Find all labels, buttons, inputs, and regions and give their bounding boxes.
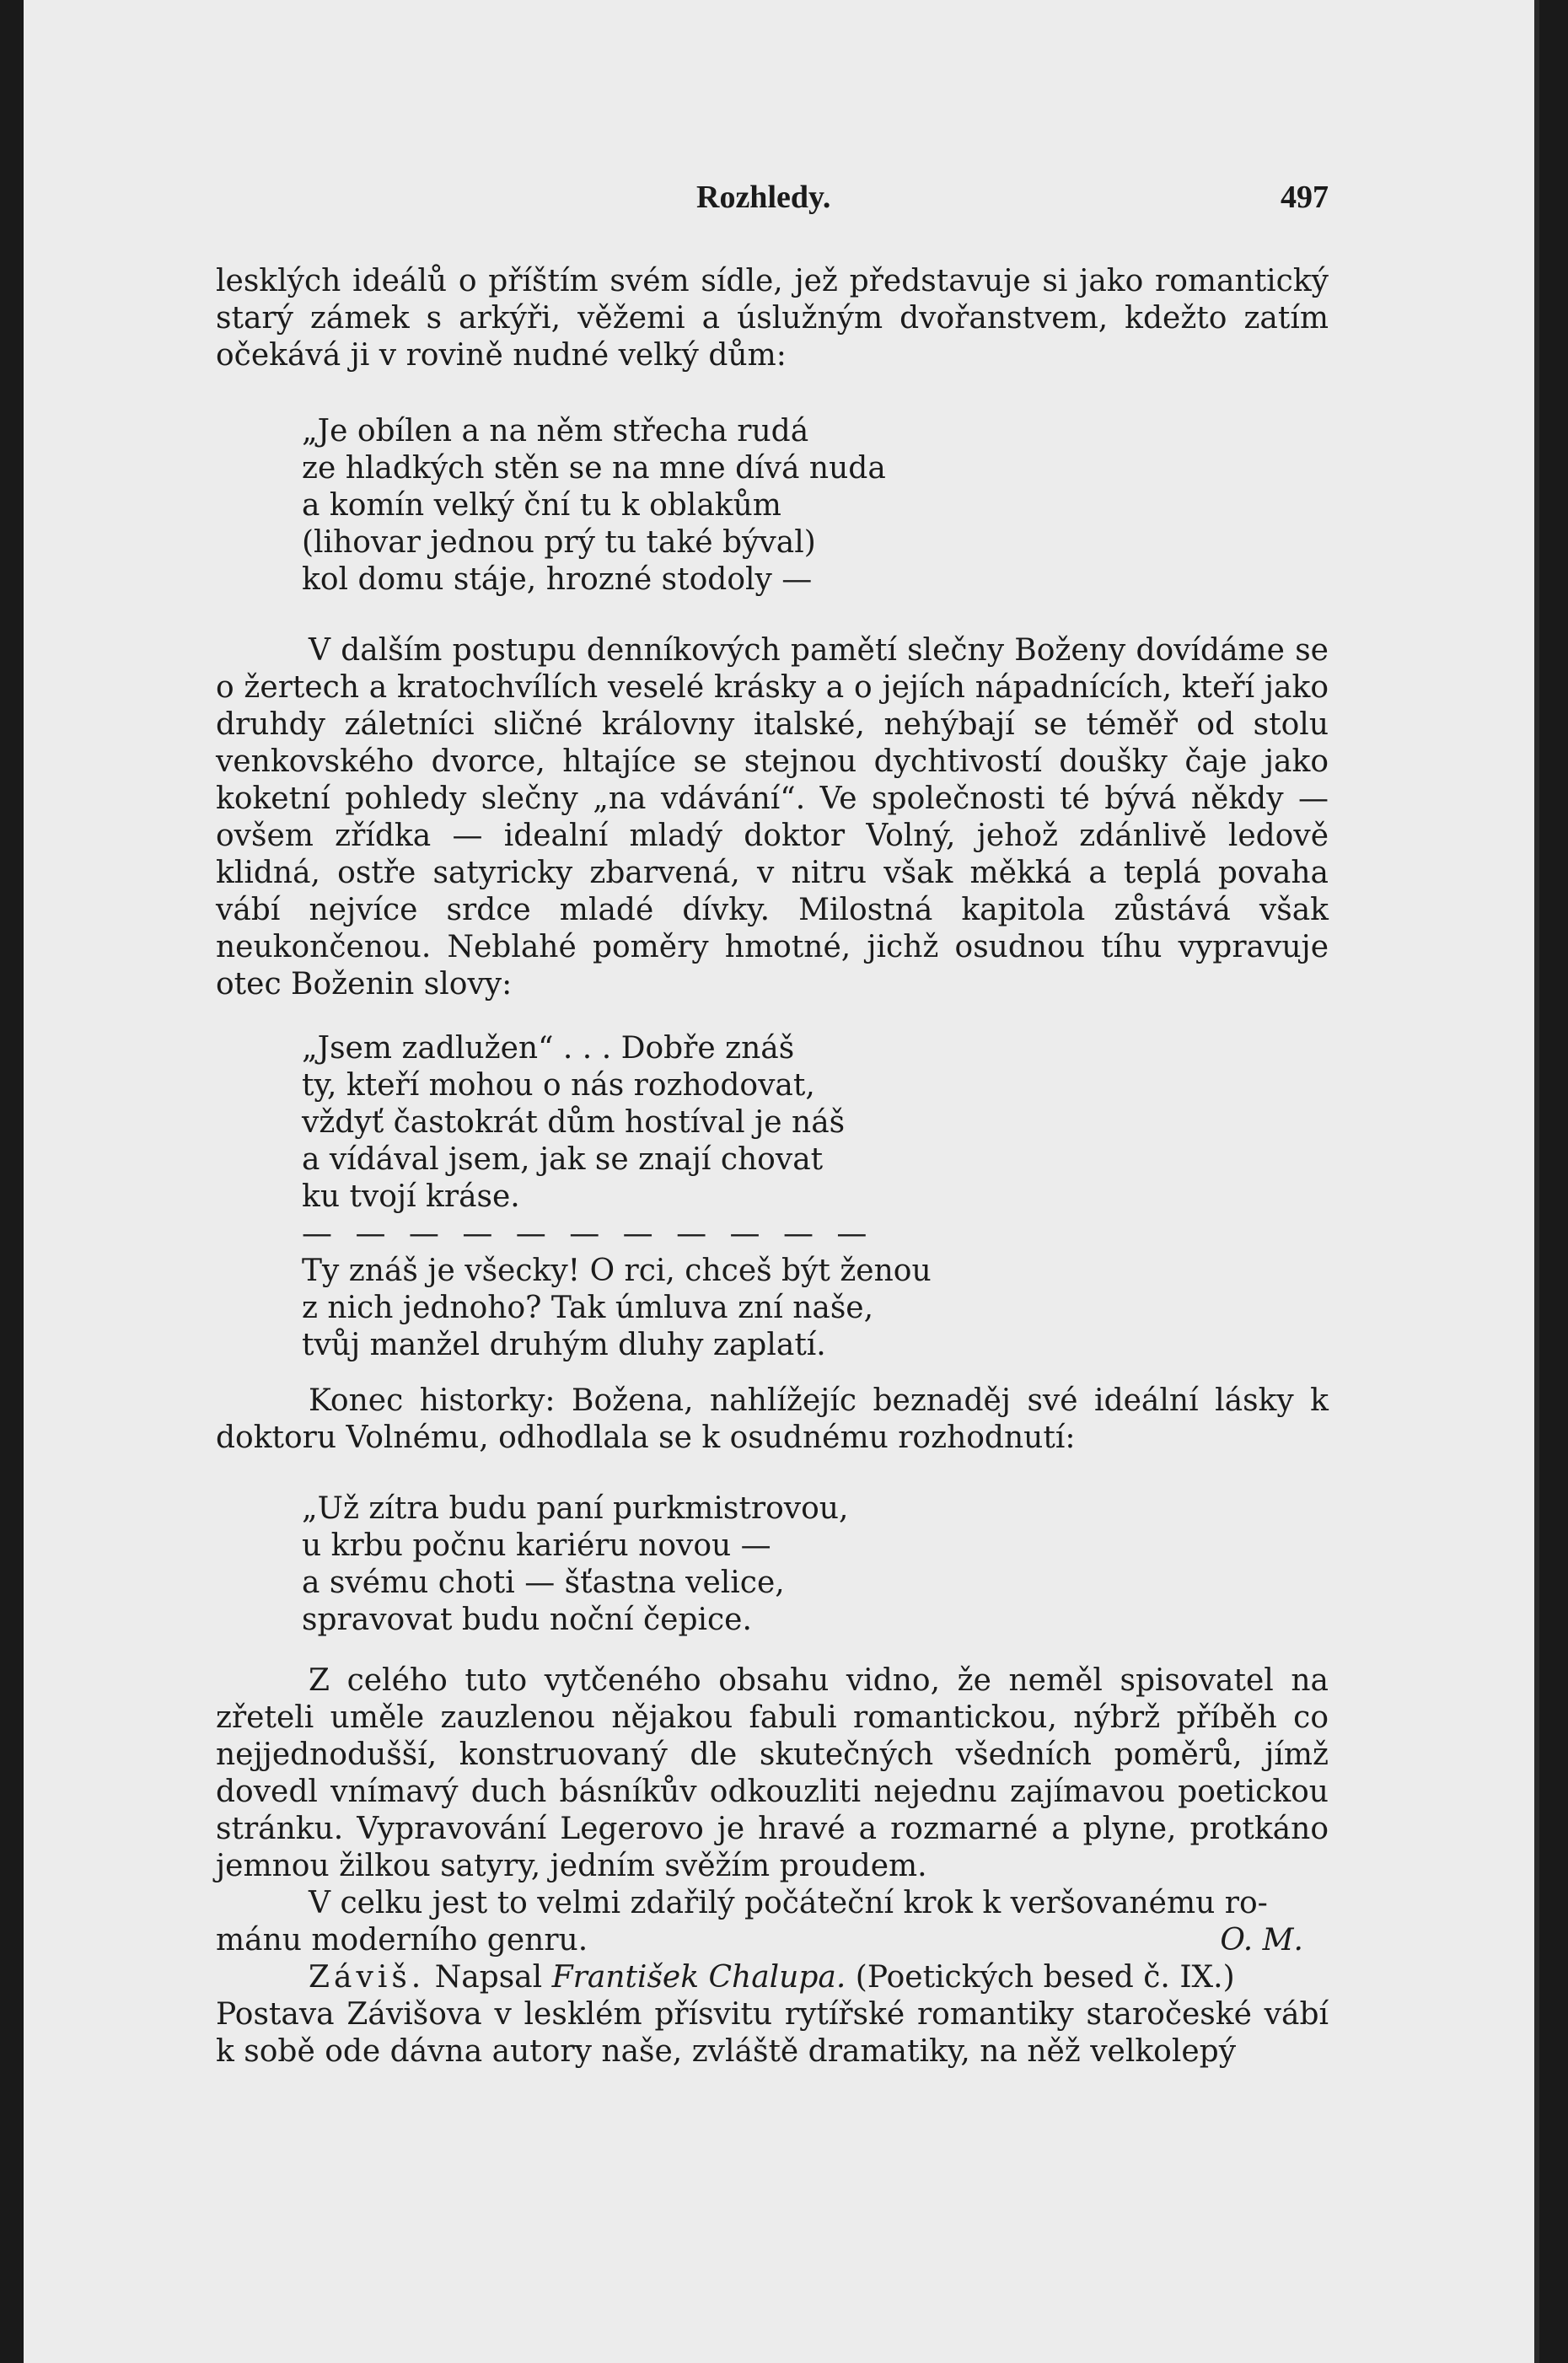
page-number: 497: [1281, 180, 1329, 215]
running-title: Rozhledy.: [696, 180, 831, 215]
verse-4: [302, 1490, 848, 1639]
paragraph-4: [216, 1662, 1329, 2070]
verse-line: tvůj manžel druhým dluhy zaplatí.: [302, 1328, 826, 1362]
review-author: František Chalupa.: [551, 1960, 846, 1995]
paragraph-1-text: lesklých ideálů o příštím svém sídle, jež představuje si jako romantický starý zámek s arkýři, věžemi a úslužným dvořanstvem, kdežto zatím očekává ji v rovině nudné velký dům:: [216, 264, 1329, 373]
verse-line: „Už zítra budu paní purkmistrovou,: [302, 1491, 849, 1526]
verse-line: a vídával jsem, jak se znají chovat: [302, 1142, 824, 1177]
verse-line: (lihovar jednou prý tu také býval): [302, 525, 816, 560]
paragraph-2: [216, 632, 1329, 1003]
verse-line: „Jsem zadlužen“ . . . Dobře znáš: [302, 1031, 795, 1066]
paragraph-3: [216, 1383, 1329, 1457]
paragraph-5-text: V celku jest to velmi zdařilý počáteční krok k veršovanému ro-: [309, 1886, 1268, 1920]
verse-1: [302, 413, 886, 599]
book-page: [24, 0, 1539, 2363]
verse-line: „Je obílen a na něm střecha rudá: [302, 414, 809, 448]
verse-line: vždyť častokrát dům hostíval je náš: [302, 1105, 846, 1140]
verse-line: ku tvojí kráse.: [302, 1179, 520, 1214]
verse-line: Ty znáš je všecky! O rci, chceš být ženou: [302, 1254, 932, 1288]
review-title: Záviš.: [309, 1960, 426, 1995]
verse-line: a komín velký ční tu k oblakům: [302, 488, 781, 523]
signature-line: [216, 1922, 1329, 1959]
verse-line: u krbu počnu kariéru novou —: [302, 1528, 771, 1563]
paragraph-5-end: mánu moderního genru.: [216, 1923, 588, 1958]
review-lead: Napsal: [434, 1960, 543, 1995]
verse-line: kol domu stáje, hrozné stodoly —: [302, 562, 813, 597]
paragraph-2-text: V dalším postupu denníkových pamětí slečny Boženy dovídáme se o žertech a kratochvílích veselé krásky a o jejích nápadnících, kteří jako druhdy záletníci sličné královny italské, nehýbají se téměř od stolu venkovského dvorce, hltajíce se stejnou dychtivostí doušky čaje jako koketní pohledy slečny „na vdávání“. Ve společnosti té bývá někdy — ovšem zřídka — idealní mladý doktor Volný, jehož zdánlivě ledově klidná, ostře satyricky zbarvená, v nitru však měkká a teplá povaha vábí nejvíce srdce mladé dívky. Milostná kapitola zůstává však neukončenou. Neblahé poměry hmotné, jichž osudnou tíhu vypravuje otec Boženin slovy:: [216, 633, 1329, 1002]
verse-line: ty, kteří mohou o nás rozhodovat,: [302, 1068, 815, 1103]
verse-line: a svému choti — šťastna velice,: [302, 1565, 785, 1600]
paragraph-3-text: Konec historky: Božena, nahlížejíc beznaděj své ideální lásky k doktoru Volnému, odhodlala se k osudnému rozhodnutí:: [216, 1383, 1329, 1455]
review-series: (Poetických besed č. IX.): [855, 1960, 1235, 1995]
verse-line: ze hladkých stěn se na mne dívá nuda: [302, 451, 886, 486]
review-body: Postava Závišova v lesklém přísvitu rytířské romantiky staročeské vábí k sobě ode dávna autory naše, zvláště dramatiky, na něž velkolepý: [216, 1997, 1329, 2069]
review-heading: [216, 1959, 1329, 1996]
paragraph-4-text: Z celého tuto vytčeného obsahu vidno, že neměl spisovatel na zřeteli uměle zauzlenou nějakou fabuli romantickou, nýbrž příběh co nejjednodušší, konstruovaný dle skutečných všedních poměrů, jímž dovedl vnímavý duch básníkův odkouzliti nejednu zajímavou poetickou stránku. Vypravování Legerovo je hravé a rozmarné a plyne, protkáno jemnou žilkou satyry, jedním svěžím proudem.: [216, 1663, 1329, 1883]
verse-line: spravovat budu noční čepice.: [302, 1603, 752, 1637]
verse-2: [302, 1030, 932, 1364]
signature: O. M.: [1220, 1923, 1303, 1958]
running-header: [216, 179, 1329, 221]
paragraph-1: [216, 263, 1329, 374]
verse-line: z nich jednoho? Tak úmluva zní naše,: [302, 1291, 874, 1325]
verse-dashes: — — — — — — — — — — —: [302, 1216, 874, 1251]
